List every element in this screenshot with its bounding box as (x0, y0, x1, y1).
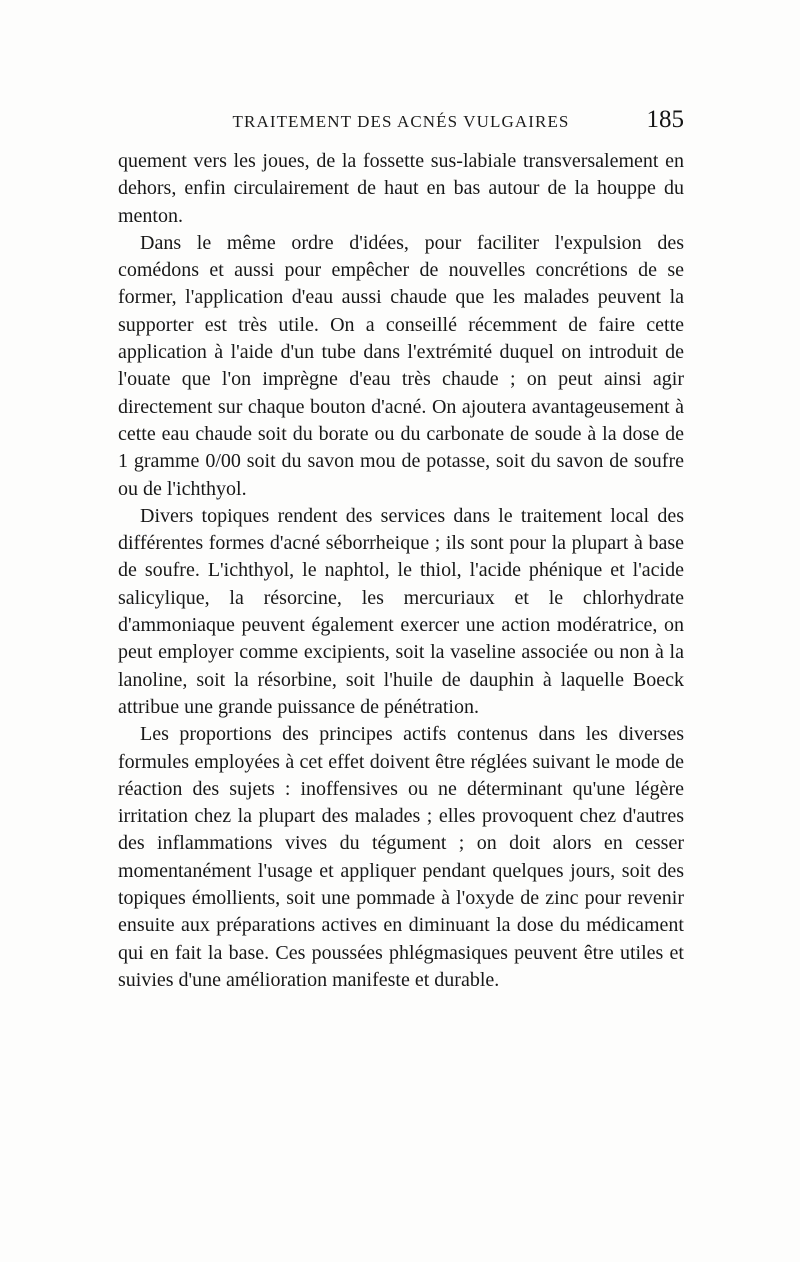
paragraph-continuation: quement vers les joues, de la fossette sus-labiale transversalement en dehors, enfin circulairement de haut en bas autour de la houppe du menton. (118, 150, 684, 227)
page-header (118, 106, 684, 136)
page-number: 185 (646, 106, 684, 133)
paragraph-proportions: Les proportions des principes actifs contenus dans les diverses formules employées à cet effet doivent être réglées suivant le mode de réaction des sujets : inoffensives ou ne déterminant qu'une légère irritation chez la plupart des malades ; elles provoquent chez d'autres des inflammations vives du tégument ; on doit alors en cesser momentanément l'usage et appliquer pendant quelques jours, soit des topiques émollients, soit une pommade à l'oxyde de zinc pour revenir ensuite aux préparations actives en diminuant la dose du médicament qui en fait la base. Ces poussées phlégmasiques peuvent être utiles et suivies d'une amélioration manifeste et durable. (118, 723, 684, 991)
paragraph-topicals: Divers topiques rendent des services dans le traitement local des différentes formes d'acné séborrheique ; ils sont pour la plupart à base de soufre. L'ichthyol, le naphtol, le thiol, l'acide phénique et l'acide salicylique, la résorcine, les mercuriaux et le chlorhydrate d'ammoniaque peuvent également exercer une action modératrice, on peut employer comme excipients, soit la vaseline associée ou non à la lanoline, soit la résorbine, soit l'huile de dauphin à laquelle Boeck attribue une grande puissance de pénétration. (118, 504, 684, 718)
paragraph-hot-water: Dans le même ordre d'idées, pour faciliter l'expulsion des comédons et aussi pour empêcher de nouvelles concrétions de se former, l'application d'eau aussi chaude que les malades peuvent la supporter est très utile. On a conseillé récemment de faire cette application à l'aide d'un tube dans l'extrémité duquel on introduit de l'ouate que l'on imprègne d'eau très chaude ; on peut ainsi agir directement sur chaque bouton d'acné. On ajoutera avantageusement à cette eau chaude soit du borate ou du carbonate de soude à la dose de 1 gramme 0/00 soit du savon mou de potasse, soit du savon de soufre ou de l'ichthyol. (118, 231, 684, 500)
body-text (118, 148, 684, 994)
running-title: TRAITEMENT DES ACNÉS VULGAIRES (232, 112, 570, 131)
